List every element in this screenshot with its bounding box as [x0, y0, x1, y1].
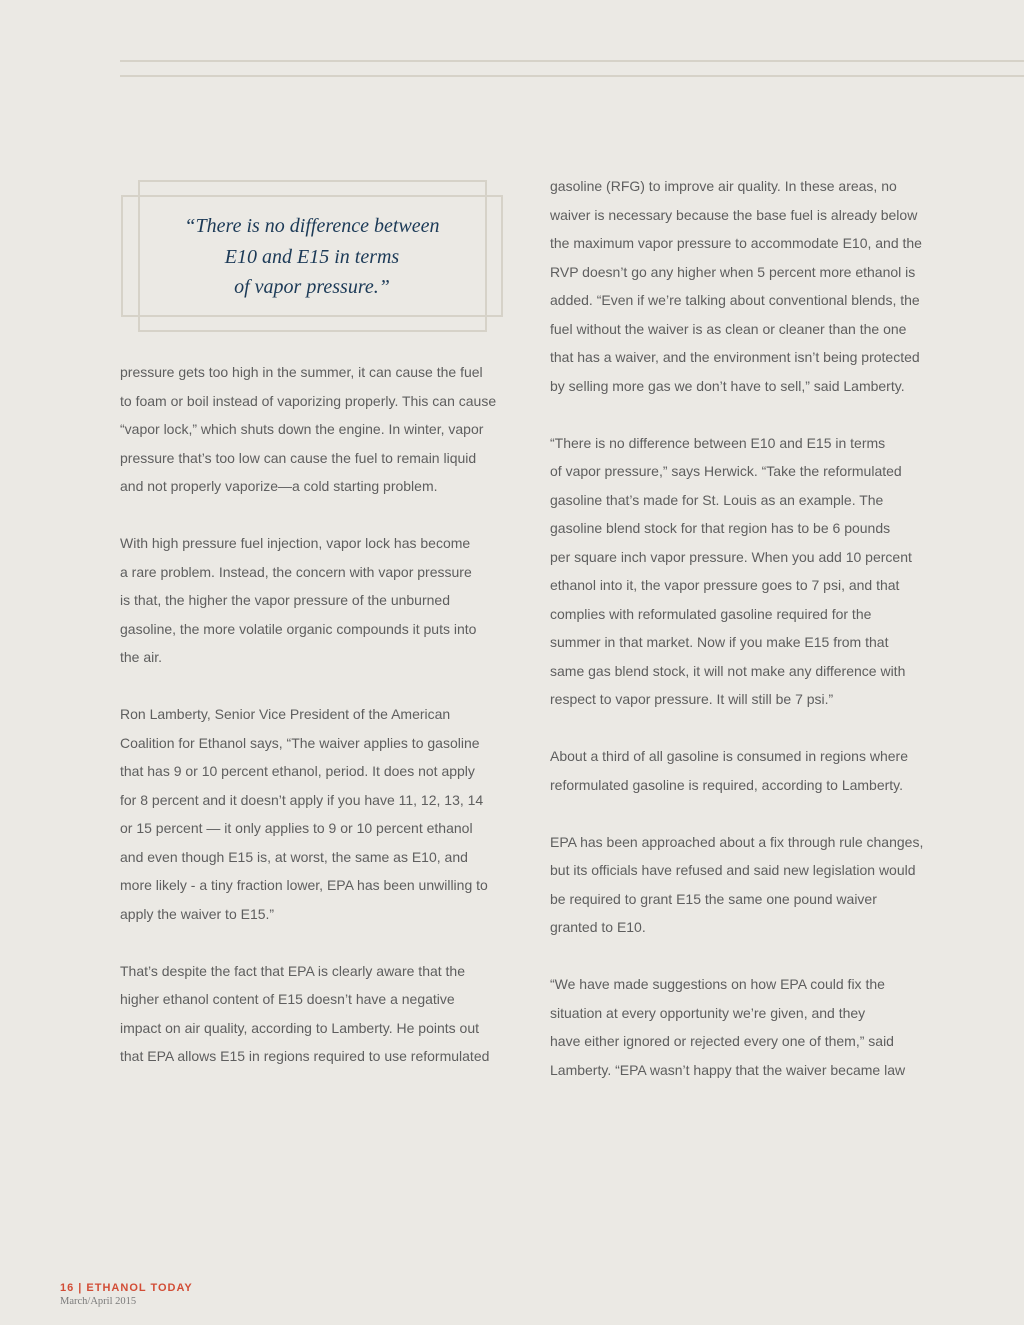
- article-line: That’s despite the fact that EPA is clearly aware that the: [120, 962, 466, 979]
- article-line: more likely - a tiny fraction lower, EPA has been unwilling to: [120, 877, 488, 893]
- article-line: added. “Even if we’re talking about conventional blends, the: [550, 292, 920, 308]
- footer-page-label: 16 | ETHANOL TODAY: [60, 1282, 193, 1294]
- article-line: or 15 percent — it only applies to 9 or 10 percent ethanol: [120, 820, 473, 836]
- footer-issue-date: March/April 2015: [60, 1296, 137, 1307]
- article-line: summer in that market. Now if you make E15 from that: [550, 634, 889, 650]
- article-line: gasoline blend stock for that region has to be 6 pounds: [550, 520, 891, 536]
- article-line: but its officials have refused and said new legislation would: [550, 862, 916, 878]
- article-line: fuel without the waiver is as clean or cleaner than the one: [550, 320, 907, 337]
- article-line: EPA has been approached about a fix through rule changes,: [550, 833, 924, 850]
- article-paragraph: [120, 358, 510, 501]
- article-line: same gas blend stock, it will not make any difference with: [550, 662, 906, 679]
- article-line: that has a waiver, and the environment isn’t being protected: [550, 349, 920, 365]
- header-rule-bottom: [120, 75, 1024, 77]
- article-line: complies with reformulated gasoline required for the: [550, 605, 872, 622]
- article-line: Ron Lamberty, Senior Vice President of the American: [120, 706, 451, 722]
- article-line: respect to vapor pressure. It will still be 7 psi.”: [550, 691, 834, 707]
- article-line: ethanol into it, the vapor pressure goes to 7 psi, and that: [550, 577, 900, 593]
- article-line: Coalition for Ethanol says, “The waiver applies to gasoline: [120, 734, 480, 751]
- header-rule-top: [120, 60, 1024, 62]
- article-line: the maximum vapor pressure to accommodate E10, and the: [550, 235, 922, 251]
- article-line: by selling more gas we don’t have to sell,” said Lamberty.: [550, 377, 905, 394]
- article-line: reformulated gasoline is required, according to Lamberty.: [550, 776, 904, 793]
- article-line: impact on air quality, according to Lamberty. He points out: [120, 1019, 479, 1036]
- article-line: for 8 percent and it doesn’t apply if you have 11, 12, 13, 14: [120, 791, 484, 808]
- article-paragraph: [120, 957, 510, 1071]
- article-line: pressure that’s too low can cause the fuel to remain liquid: [120, 449, 477, 466]
- article-line: higher ethanol content of E15 doesn’t have a negative: [120, 991, 455, 1007]
- article-line: to foam or boil instead of vaporizing properly. This can cause: [120, 392, 497, 409]
- article-paragraph: [120, 529, 510, 672]
- article-line: and not properly vaporize—a cold starting problem.: [120, 478, 438, 494]
- article-line: the air.: [120, 649, 163, 665]
- article-line: “We have made suggestions on how EPA could fix the: [550, 976, 885, 992]
- article-line: apply the waiver to E15.”: [120, 905, 275, 922]
- article-paragraph: [550, 172, 940, 400]
- article-line: About a third of all gasoline is consumed in regions where: [550, 748, 908, 764]
- right-column: [550, 172, 940, 1113]
- article-line: pressure gets too high in the summer, it can cause the fuel: [120, 364, 483, 380]
- left-column: [120, 358, 510, 1099]
- article-line: be required to grant E15 the same one pound waiver: [550, 890, 877, 907]
- page-footer: [60, 1281, 193, 1308]
- article-paragraph: [120, 700, 510, 928]
- article-line: that has 9 or 10 percent ethanol, period. It does not apply: [120, 763, 475, 779]
- article-line: gasoline (RFG) to improve air quality. In these areas, no: [550, 178, 897, 194]
- article-paragraph: [550, 742, 940, 799]
- article-line: gasoline, the more volatile organic compounds it puts into: [120, 620, 477, 637]
- article-line: gasoline that’s made for St. Louis as an example. The: [550, 491, 884, 508]
- pull-quote-line: of vapor pressure.”: [234, 276, 390, 298]
- article-line: RVP doesn’t go any higher when 5 percent more ethanol is: [550, 263, 916, 280]
- pull-quote-line: E10 and E15 in terms: [224, 245, 400, 268]
- article-line: that EPA allows E15 in regions required to use reformulated: [120, 1048, 490, 1064]
- article-line: is that, the higher the vapor pressure of the unburned: [120, 592, 450, 608]
- article-line: and even though E15 is, at worst, the same as E10, and: [120, 848, 468, 865]
- article-paragraph: [550, 429, 940, 714]
- article-line: a rare problem. Instead, the concern with vapor pressure: [120, 563, 472, 580]
- article-line: of vapor pressure,” says Herwick. “Take the reformulated: [550, 463, 902, 479]
- pull-quote-text: [121, 211, 503, 303]
- article-paragraph: [550, 970, 940, 1084]
- article-line: waiver is necessary because the base fuel is already below: [550, 206, 918, 223]
- article-line: have either ignored or rejected every one of them,” said: [550, 1033, 894, 1049]
- article-line: per square inch vapor pressure. When you add 10 percent: [550, 548, 912, 565]
- article-line: granted to E10.: [550, 919, 646, 935]
- article-line: situation at every opportunity we’re given, and they: [550, 1004, 866, 1021]
- pull-quote: [121, 180, 503, 332]
- pull-quote-line: “There is no difference between: [184, 215, 440, 237]
- article-line: “vapor lock,” which shuts down the engine. In winter, vapor: [120, 421, 484, 437]
- article-paragraph: [550, 828, 940, 942]
- article-line: With high pressure fuel injection, vapor lock has become: [120, 535, 471, 551]
- article-line: “There is no difference between E10 and E15 in terms: [550, 434, 886, 451]
- article-line: Lamberty. “EPA wasn’t happy that the waiver became law: [550, 1061, 906, 1078]
